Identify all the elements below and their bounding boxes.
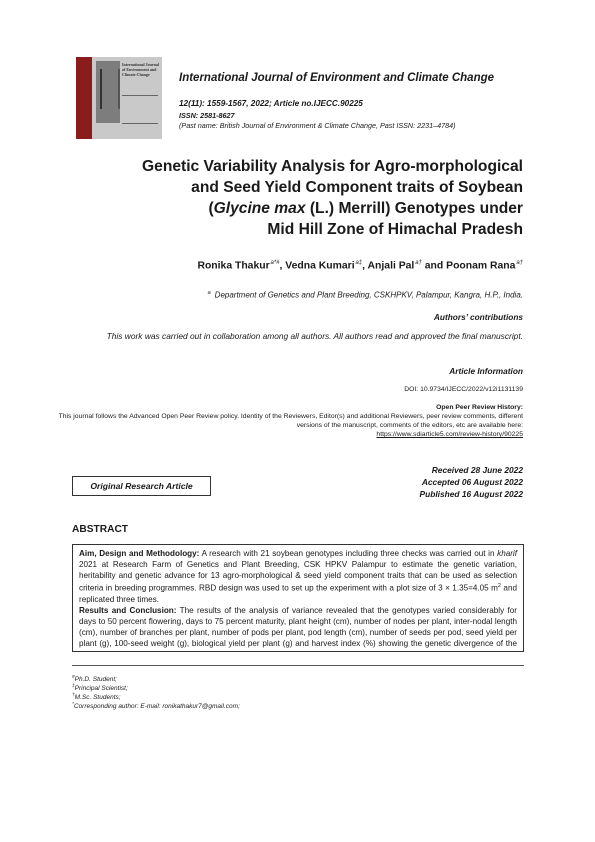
abstract-text: A research with 21 soybean genotypes including three checks was carried out in: [199, 549, 498, 558]
author-marker: a*#: [270, 260, 280, 266]
title-text: (: [208, 200, 214, 217]
author-name: Poonam Rana: [446, 260, 516, 272]
footnote: [72, 702, 240, 710]
footnote-marker: ‡: [72, 684, 75, 689]
affiliation-marker: a: [207, 290, 211, 296]
issue-line: 12(11): 1559-1567, 2022; Article no.IJECC.90225: [179, 99, 363, 108]
review-history-link[interactable]: https://www.sdiarticle5.com/review-history/90225: [376, 431, 523, 438]
peer-review-heading: Open Peer Review History:: [436, 404, 523, 411]
footnote-marker: *: [72, 702, 74, 707]
cover-red-strip: [76, 57, 92, 139]
journal-name: International Journal of Environment and Climate Change: [179, 72, 495, 84]
abstract-paragraph: [79, 605, 517, 652]
author-name: Ronika Thakur: [197, 260, 270, 272]
footnote-text: Ph.D. Student;: [74, 676, 117, 684]
author-name: Anjali Pal: [367, 260, 415, 272]
author-marker: a†: [516, 260, 523, 266]
author-separator: and: [421, 260, 447, 272]
doi: DOI: 10.9734/IJECC/2022/v12i1131139: [404, 386, 523, 393]
article-type-badge: Original Research Article: [72, 476, 211, 496]
article-title: [53, 156, 523, 240]
abstract-text: 2021 at Research Farm of Genetics and Plant Breeding, CSK HPKV Palampur to estimate the genetic variation, heritability and genetic advance for 13 agro-morphological & seed yield component traits that can be used as selection criteria in breeding programmes. RBD design was used to set up the experiment with a plot size of 3 × 1.35=4.05 m: [79, 560, 517, 593]
footnote-marker: †: [72, 693, 75, 698]
contributions-heading: Authors’ contributions: [433, 312, 523, 322]
affiliation-text: Department of Genetics and Plant Breeding, CSKHPKV, Palampur, Kangra, H.P., India.: [214, 290, 523, 300]
issn-line: ISSN: 2581-8627: [179, 111, 235, 120]
title-line: Genetic Variability Analysis for Agro-morphological: [142, 158, 523, 175]
contributions-text: This work was carried out in collaboration among all authors. All authors read and approved the final manuscript.: [106, 331, 523, 341]
title-line: Mid Hill Zone of Himachal Pradesh: [267, 221, 523, 238]
publication-dates: [420, 464, 523, 500]
abstract-text: The results of the analysis of variance revealed that the genotypes varied considerably for days to 50 percent flowering, days to 75 percent maturity, plant height (cm), number of nodes per plant, inter-nodal length (cm), number of branches per plant, number of pods per plant, pod length (cm), number of seeds per pod, seed yield per plant (g), 100-seed weight (g), biological yield per plant (g) and harvest index (%) showing the genetic divergence of the: [79, 606, 517, 649]
abstract-label: Aim, Design and Methodology:: [79, 549, 200, 558]
article-info-heading: Article Information: [449, 366, 523, 376]
abstract-italic: kharif: [497, 549, 517, 558]
footnote: [72, 693, 121, 701]
abstract-heading: ABSTRACT: [72, 524, 129, 535]
abstract-box: [72, 544, 524, 652]
past-name-line: (Past name: British Journal of Environment & Climate Change, Past ISSN: 2231–4784): [179, 121, 456, 130]
abstract-paragraph: [79, 548, 517, 605]
footnote: [72, 684, 128, 692]
published-date: Published 16 August 2022: [419, 489, 523, 499]
affiliation: [208, 290, 523, 300]
footnote-text: Principal Scientist;: [74, 685, 128, 693]
species-name: Glycine max: [213, 200, 306, 217]
author-marker: a‡: [355, 260, 363, 266]
author-separator: ,: [279, 260, 286, 272]
abstract-superscript: 2: [497, 583, 501, 590]
title-text: (L.) Merrill) Genotypes under: [305, 200, 523, 217]
accepted-date: Accepted 06 August 2022: [421, 477, 523, 487]
footnote-marker: #: [72, 675, 75, 680]
cover-divider: [122, 95, 158, 96]
author-list: [197, 260, 523, 271]
cover-title: International Journal of Environment and Climate Change: [122, 62, 160, 77]
author-marker: a†: [415, 260, 422, 266]
footnote: [72, 675, 117, 683]
received-date: Received 28 June 2022: [431, 465, 523, 475]
footnote-divider: [72, 665, 524, 666]
cover-divider: [122, 123, 158, 124]
footnote-text: M.Sc. Students;: [74, 694, 121, 702]
abstract-text: and replicated three times.: [79, 584, 517, 605]
title-line: and Seed Yield Component traits of Soybean: [191, 179, 523, 196]
footnote-text: Corresponding author: E-mail: ronikathakur7@gmail.com;: [73, 703, 240, 711]
peer-review-description: This journal follows the Advanced Open Peer Review policy. Identity of the Reviewers, Editor(s) and additional Reviewers, peer review comments, different versions of the manuscript, comments of the editors, etc are available here:: [58, 413, 523, 429]
title-line: [53, 198, 523, 219]
journal-cover-thumbnail: [76, 57, 162, 139]
author-name: Vedna Kumari: [285, 260, 355, 272]
cover-artwork: [96, 61, 120, 123]
author-separator: ,: [362, 260, 368, 272]
peer-review-text: [53, 412, 523, 439]
abstract-label: Results and Conclusion:: [79, 606, 177, 616]
